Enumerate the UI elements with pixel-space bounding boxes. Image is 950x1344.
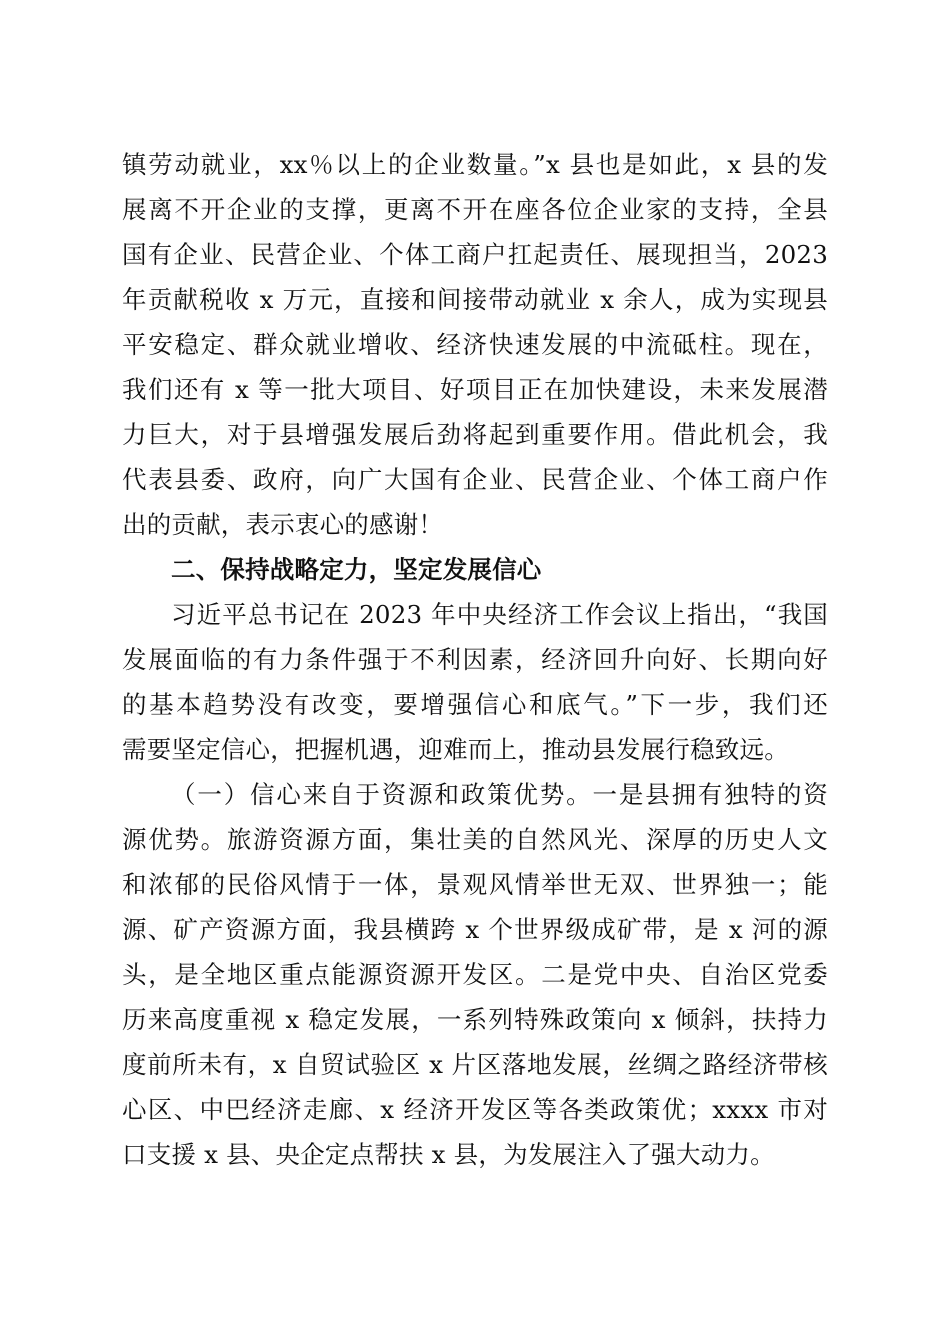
paragraph-3-line-7: 度前所未有，x 自贸试验区 x 片区落地发展，丝绸之路经济带核 [122, 1050, 828, 1079]
paragraph-1-line-5: 平安稳定、群众就业增收、经济快速发展的中流砥柱。现在， [122, 330, 828, 359]
paragraph-3-line-2: 源优势。旅游资源方面，集壮美的自然风光、深厚的历史人文 [122, 825, 828, 854]
subsection-label: （一）信心来自于资源和政策优势。 [171, 780, 593, 809]
paragraph-1-line-6: 我们还有 x 等一批大项目、好项目正在加快建设，未来发展潜 [122, 375, 828, 404]
paragraph-1-line-8: 代表县委、政府，向广大国有企业、民营企业、个体工商户作 [122, 465, 828, 494]
paragraph-2-line-4: 需要坚定信心，把握机遇，迎难而上，推动县发展行稳致远。 [122, 735, 789, 764]
paragraph-3-line-3: 和浓郁的民俗风情于一体，景观风情举世无双、世界独一；能 [122, 870, 828, 899]
paragraph-2-line-1: 习近平总书记在 2023 年中央经济工作会议上指出，“我国 [171, 600, 828, 629]
paragraph-3-line-4: 源、矿产资源方面，我县横跨 x 个世界级成矿带，是 x 河的源 [122, 915, 828, 944]
paragraph-3-line-6: 历来高度重视 x 稳定发展，一系列特殊政策向 x 倾斜，扶持力 [122, 1005, 828, 1034]
paragraph-1-line-4: 年贡献税收 x 万元，直接和间接带动就业 x 余人，成为实现县 [122, 285, 828, 314]
document-page [122, 142, 828, 1177]
section-heading: 二、保持战略定力，坚定发展信心 [171, 555, 542, 584]
paragraph-3-line-8: 心区、中巴经济走廊、x 经济开发区等各类政策优；xxxx 市对 [122, 1095, 828, 1124]
paragraph-1-line-2: 展离不开企业的支撑，更离不开在座各位企业家的支持，全县 [122, 195, 828, 224]
paragraph-3-line-9: 口支援 x 县、央企定点帮扶 x 县，为发展注入了强大动力。 [122, 1140, 775, 1169]
paragraph-2-line-3: 的基本趋势没有改变，要增强信心和底气。”下一步，我们还 [122, 690, 828, 719]
paragraph-1-line-1: 镇劳动就业，xx％以上的企业数量。”x 县也是如此，x 县的发 [122, 150, 828, 179]
paragraph-3-line-1 [122, 772, 828, 817]
paragraph-3-first-line-text: 一是县拥有独特的资 [592, 780, 828, 809]
paragraph-3-line-5: 头，是全地区重点能源资源开发区。二是党中央、自治区党委 [122, 960, 828, 989]
paragraph-1-line-3: 国有企业、民营企业、个体工商户扛起责任、展现担当，2023 [122, 240, 828, 269]
paragraph-1-line-7: 力巨大，对于县增强发展后劲将起到重要作用。借此机会，我 [122, 420, 828, 449]
paragraph-2-line-2: 发展面临的有力条件强于不利因素，经济回升向好、长期向好 [122, 645, 828, 674]
paragraph-1-line-9: 出的贡献，表示衷心的感谢！ [122, 510, 444, 539]
